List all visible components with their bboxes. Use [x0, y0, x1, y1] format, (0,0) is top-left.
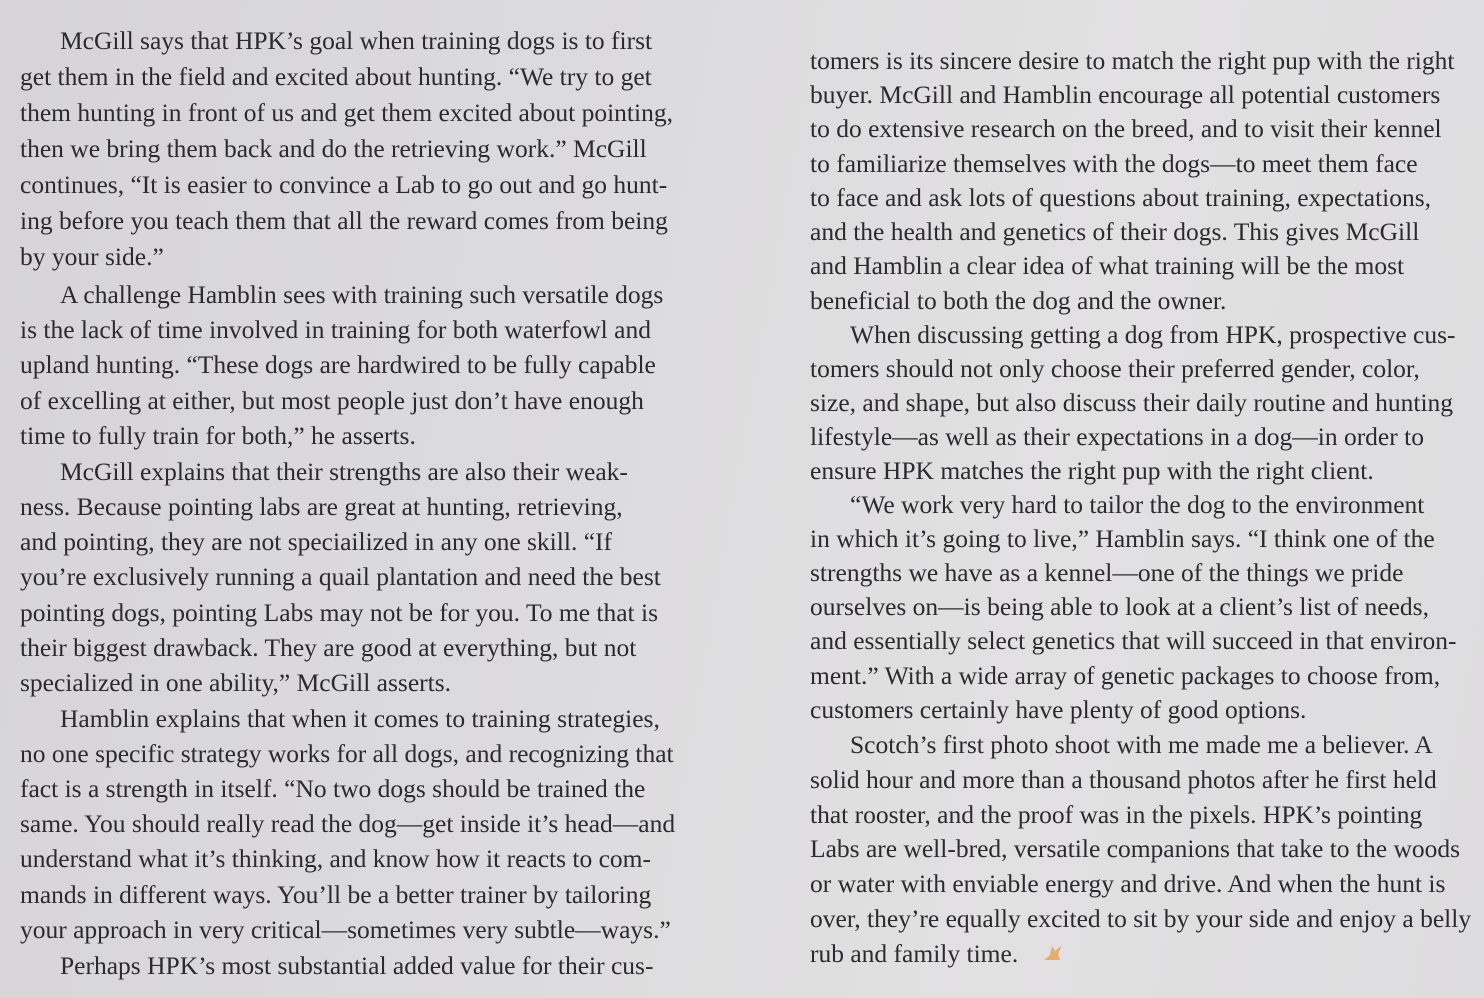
text-line: to familiarize themselves with the dogs—to meet them face — [810, 149, 1418, 178]
text-line: to do extensive research on the breed, and to visit their kennel — [810, 114, 1442, 143]
text-line: in which it’s going to live,” Hamblin says. “I think one of the — [810, 524, 1435, 553]
text-line: pointing dogs, pointing Labs may not be for you. To me that is — [20, 598, 659, 627]
text-line: rub and family time. — [810, 939, 1019, 968]
text-line: ensure HPK matches the right pup with the right client. — [810, 456, 1374, 485]
text-line: is the lack of time involved in training for both waterfowl and — [20, 315, 651, 344]
text-line: you’re exclusively running a quail plantation and need the best — [20, 562, 661, 591]
text-line: McGill explains that their strengths are also their weak- — [60, 457, 628, 486]
text-line: solid hour and more than a thousand photos after he first held — [810, 765, 1437, 794]
text-line: and essentially select genetics that will succeed in that environ- — [810, 626, 1457, 655]
text-line: strengths we have as a kennel—one of the things we pride — [810, 558, 1404, 587]
text-line: ness. Because pointing labs are great at hunting, retrieving, — [20, 492, 623, 521]
text-line: same. You should really read the dog—get inside it’s head—and — [20, 809, 676, 838]
text-line: specialized in one ability,” McGill asserts. — [20, 668, 452, 697]
text-line: your approach in very critical—sometimes very subtle—ways.” — [20, 915, 671, 944]
bird-silhouette-end-mark-icon — [1042, 942, 1064, 964]
text-line: their biggest drawback. They are good at everything, but not — [20, 633, 637, 662]
text-line: Perhaps HPK’s most substantial added value for their cus- — [60, 951, 654, 980]
text-line: of excelling at either, but most people just don’t have enough — [20, 386, 644, 415]
text-line: A challenge Hamblin sees with training such versatile dogs — [60, 280, 664, 309]
text-line: and Hamblin a clear idea of what training will be the most — [810, 251, 1405, 280]
text-line: no one specific strategy works for all dogs, and recognizing that — [20, 739, 674, 768]
text-line: buyer. McGill and Hamblin encourage all potential customers — [810, 80, 1441, 109]
text-line: over, they’re equally excited to sit by your side and enjoy a belly — [810, 904, 1472, 933]
text-line: then we bring them back and do the retrieving work.” McGill — [20, 134, 647, 163]
text-line: tomers should not only choose their preferred gender, color, — [810, 354, 1420, 383]
text-line: size, and shape, but also discuss their daily routine and hunting — [810, 388, 1454, 417]
text-line: continues, “It is easier to convince a Lab to go out and go hunt- — [20, 170, 668, 199]
text-line: customers certainly have plenty of good options. — [810, 695, 1307, 724]
text-line: upland hunting. “These dogs are hardwired to be fully capable — [20, 350, 656, 379]
text-line: time to fully train for both,” he asserts. — [20, 421, 416, 450]
text-line: fact is a strength in itself. “No two dogs should be trained the — [20, 774, 646, 803]
text-line: beneficial to both the dog and the owner. — [810, 286, 1227, 315]
text-line: When discussing getting a dog from HPK, prospective cus- — [850, 320, 1456, 349]
text-line: and pointing, they are not speciailized in any one skill. “If — [20, 527, 612, 556]
text-line: to face and ask lots of questions about training, expectations, — [810, 183, 1432, 212]
text-line: Hamblin explains that when it comes to training strategies, — [60, 704, 660, 733]
text-line: McGill says that HPK’s goal when training dogs is to first — [60, 26, 653, 55]
text-line: tomers is its sincere desire to match the right pup with the right — [810, 46, 1455, 75]
text-line: ing before you teach them that all the reward comes from being — [20, 206, 668, 235]
text-line: Scotch’s first photo shoot with me made me a believer. A — [850, 730, 1433, 759]
text-line: by your side.” — [20, 242, 164, 271]
text-line: understand what it’s thinking, and know how it reacts to com- — [20, 844, 652, 873]
text-line: ment.” With a wide array of genetic packages to choose from, — [810, 661, 1441, 690]
text-line: that rooster, and the proof was in the pixels. HPK’s pointing — [810, 800, 1423, 829]
text-line: lifestyle—as well as their expectations in a dog—in order to — [810, 422, 1424, 451]
text-line: “We work very hard to tailor the dog to the environment — [850, 490, 1425, 519]
text-line: get them in the field and excited about hunting. “We try to get — [20, 62, 652, 91]
text-line: Labs are well-bred, versatile companions that take to the woods — [810, 834, 1461, 863]
text-line: or water with enviable energy and drive. And when the hunt is — [810, 869, 1446, 898]
text-line: ourselves on—is being able to look at a client’s list of needs, — [810, 592, 1429, 621]
text-line: mands in different ways. You’ll be a better trainer by tailoring — [20, 880, 652, 909]
text-line: them hunting in front of us and get them excited about pointing, — [20, 98, 673, 127]
text-line: and the health and genetics of their dogs. This gives McGill — [810, 217, 1420, 246]
